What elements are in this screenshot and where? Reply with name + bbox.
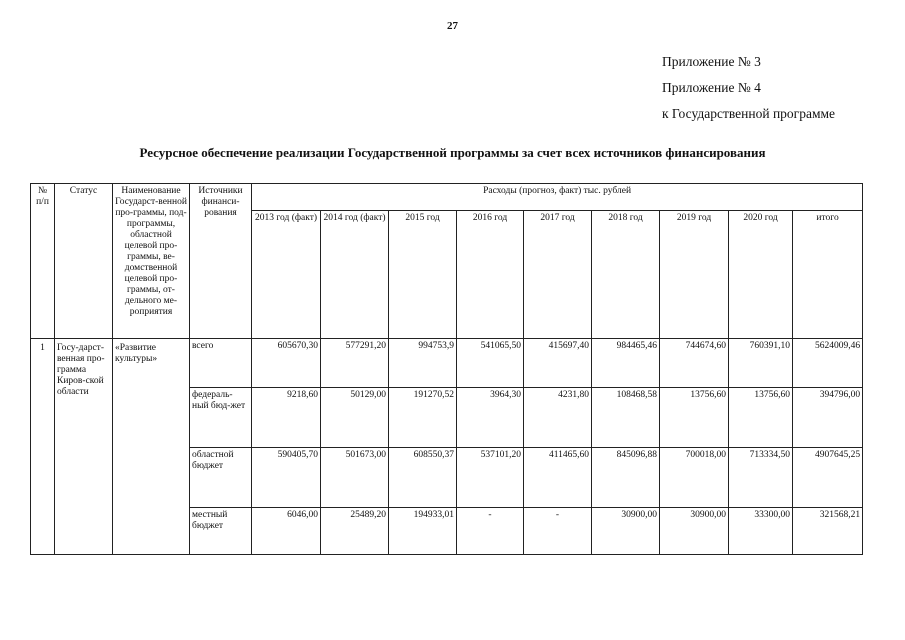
source-label: федераль-ный бюд-жет bbox=[190, 388, 252, 448]
header-year-2017: 2017 год bbox=[524, 211, 592, 339]
value-cell: 541065,50 bbox=[457, 339, 524, 388]
header-year-2015: 2015 год bbox=[389, 211, 457, 339]
total-cell: 321568,21 bbox=[793, 508, 863, 555]
header-year-2019: 2019 год bbox=[660, 211, 729, 339]
value-cell: 415697,40 bbox=[524, 339, 592, 388]
header-year-2020: 2020 год bbox=[729, 211, 793, 339]
value-cell: 760391,10 bbox=[729, 339, 793, 388]
value-cell: 845096,88 bbox=[592, 448, 660, 508]
value-cell: 13756,60 bbox=[660, 388, 729, 448]
value-cell: 25489,20 bbox=[321, 508, 389, 555]
value-cell: 984465,46 bbox=[592, 339, 660, 388]
value-cell: 33300,00 bbox=[729, 508, 793, 555]
header-total: итого bbox=[793, 211, 863, 339]
source-label: местный бюджет bbox=[190, 508, 252, 555]
row-program-name: «Развитие культуры» bbox=[113, 339, 190, 555]
value-cell: 9218,60 bbox=[252, 388, 321, 448]
header-row-1 bbox=[31, 184, 863, 211]
value-cell: 744674,60 bbox=[660, 339, 729, 388]
value-cell: 30900,00 bbox=[660, 508, 729, 555]
annex-line-1: Приложение № 3 bbox=[662, 54, 761, 69]
value-cell: 108468,58 bbox=[592, 388, 660, 448]
value-cell: 3964,30 bbox=[457, 388, 524, 448]
value-cell: 501673,00 bbox=[321, 448, 389, 508]
value-cell: 411465,60 bbox=[524, 448, 592, 508]
header-year-2013: 2013 год (факт) bbox=[252, 211, 321, 339]
value-cell: - bbox=[524, 508, 592, 555]
value-cell: 577291,20 bbox=[321, 339, 389, 388]
value-cell: 994753,9 bbox=[389, 339, 457, 388]
value-cell: 6046,00 bbox=[252, 508, 321, 555]
table-row bbox=[31, 339, 863, 388]
row-status: Госу-дарст-венная про-грамма Киров-ской области bbox=[55, 339, 113, 555]
value-cell: 605670,30 bbox=[252, 339, 321, 388]
value-cell: 13756,60 bbox=[729, 388, 793, 448]
value-cell: - bbox=[457, 508, 524, 555]
page-number: 27 bbox=[447, 20, 458, 32]
header-number: № п/п bbox=[31, 184, 55, 339]
value-cell: 700018,00 bbox=[660, 448, 729, 508]
header-year-2018: 2018 год bbox=[592, 211, 660, 339]
total-cell: 394796,00 bbox=[793, 388, 863, 448]
total-cell: 5624009,46 bbox=[793, 339, 863, 388]
value-cell: 194933,01 bbox=[389, 508, 457, 555]
document-title: Ресурсное обеспечение реализации Государственной программы за счет всех источников финансирования bbox=[139, 145, 766, 160]
annex-line-3: к Государственной программе bbox=[662, 106, 836, 121]
header-year-2014: 2014 год (факт) bbox=[321, 211, 389, 339]
source-label: областной бюджет bbox=[190, 448, 252, 508]
annex-line-2: Приложение № 4 bbox=[662, 80, 761, 95]
header-expenses: Расходы (прогноз, факт) тыс. рублей bbox=[252, 184, 863, 211]
funding-table bbox=[30, 183, 863, 555]
value-cell: 4231,80 bbox=[524, 388, 592, 448]
value-cell: 608550,37 bbox=[389, 448, 457, 508]
value-cell: 30900,00 bbox=[592, 508, 660, 555]
header-year-2016: 2016 год bbox=[457, 211, 524, 339]
value-cell: 590405,70 bbox=[252, 448, 321, 508]
header-name: Наименование Государст-венной про-граммы, под-программы, областной целевой про-граммы, ве-домственной целевой про-граммы, от-дельного ме-роприятия bbox=[113, 184, 190, 339]
total-cell: 4907645,25 bbox=[793, 448, 863, 508]
value-cell: 537101,20 bbox=[457, 448, 524, 508]
header-status: Статус bbox=[55, 184, 113, 339]
source-label: всего bbox=[190, 339, 252, 388]
value-cell: 713334,50 bbox=[729, 448, 793, 508]
row-number: 1 bbox=[31, 339, 55, 555]
value-cell: 191270,52 bbox=[389, 388, 457, 448]
value-cell: 50129,00 bbox=[321, 388, 389, 448]
header-sources: Источники финанси-рования bbox=[190, 184, 252, 339]
